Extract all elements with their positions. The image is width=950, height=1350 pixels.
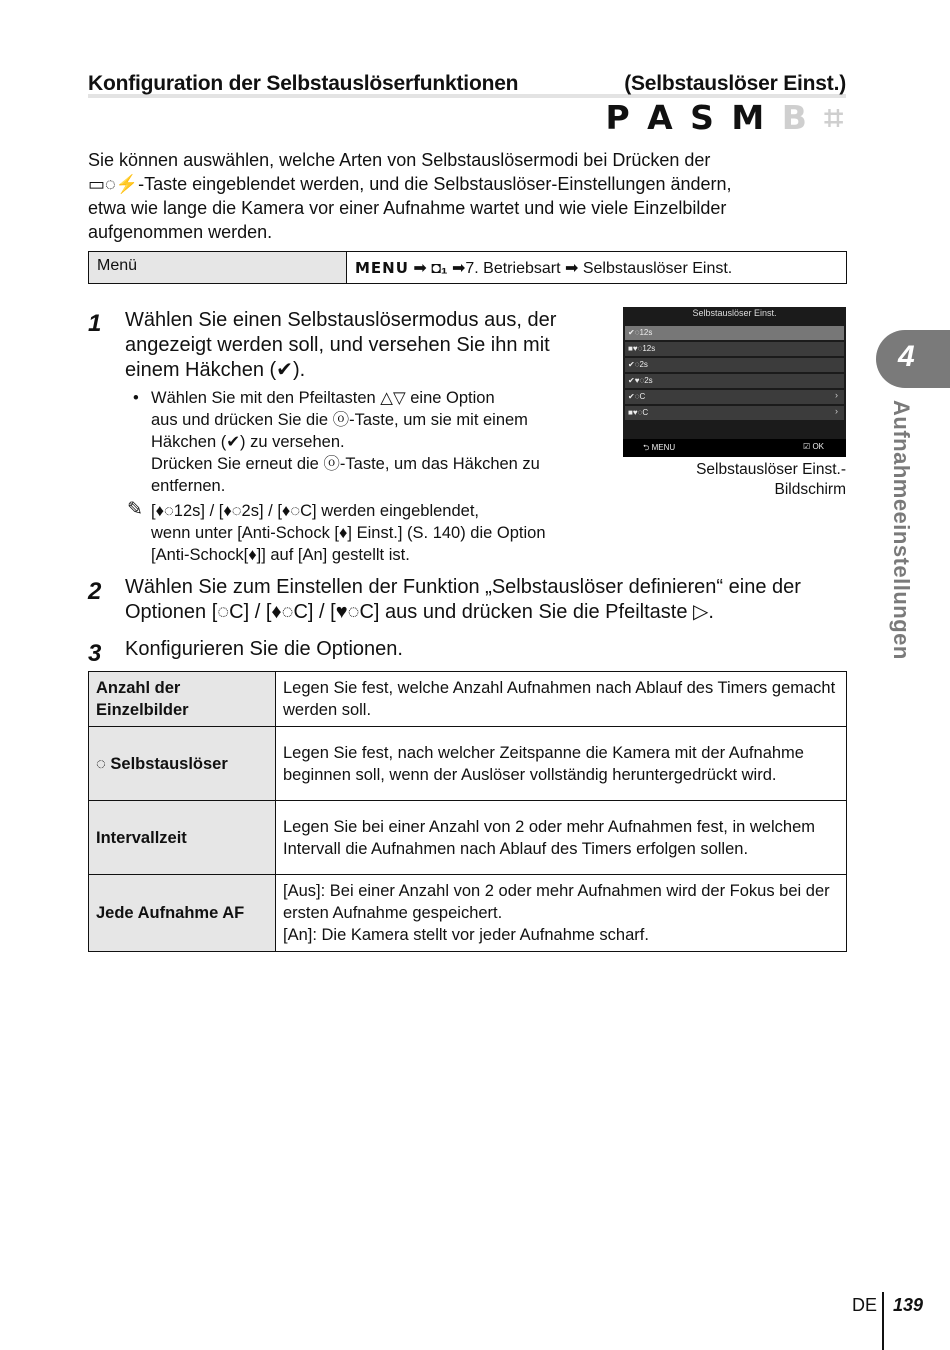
- page-subtitle: (Selbstauslöser Einst.): [624, 72, 846, 95]
- language-code: DE: [852, 1295, 878, 1315]
- table-row: [89, 672, 847, 727]
- modes-inactive: B ⌗: [781, 98, 846, 137]
- menu-word: MENU: [355, 259, 409, 277]
- intro-line: ▭◌⚡-Taste eingeblendet werden, und die Selbstauslöser-Einstellungen ändern,: [88, 174, 732, 194]
- intro-line: aufgenommen werden.: [88, 222, 273, 242]
- menu-path: [347, 252, 846, 283]
- bullet-text: Wählen Sie mit den Pfeiltasten △▽ eine Option aus und drücken Sie die ⓞ-Taste, um sie mit einem Häkchen (✔) zu versehen. Drücken Sie erneut die ⓞ-Taste, um das Häkchen zu entfernen.: [151, 389, 540, 495]
- screen-row: ✔◌C: [625, 390, 844, 404]
- step-number: 2: [88, 578, 102, 605]
- chevron-right-icon: ›: [835, 390, 838, 400]
- option-description: Legen Sie fest, welche Anzahl Aufnahmen nach Ablauf des Timers gemacht werden soll.: [276, 672, 847, 727]
- intro-line: Sie können auswählen, welche Arten von Selbstauslösermodi bei Drücken der: [88, 150, 711, 170]
- screen-caption: Selbstauslöser Einst.- Bildschirm: [696, 461, 846, 498]
- screen-row: ✔♥◌2s: [625, 374, 844, 388]
- ok-icon: ☑ OK: [803, 442, 824, 451]
- option-description: Legen Sie fest, nach welcher Zeitspanne die Kamera mit der Aufnahme beginnen soll, wenn der Auslöser vollständig heruntergedrückt wird.: [276, 727, 847, 801]
- table-row: [89, 727, 847, 801]
- tip-icon: ✎: [127, 499, 143, 520]
- step-text: Konfigurieren Sie die Optionen.: [125, 638, 403, 660]
- menu-label: Menü: [89, 252, 347, 283]
- option-name: Jede Aufnahme AF: [89, 875, 276, 952]
- tip-text: [♦◌12s] / [♦◌2s] / [♦◌C] werden eingeblendet, wenn unter [Anti-Schock [♦] Einst.] (S. 140) die Option [Anti-Schock[♦]] auf [An] gestellt ist.: [151, 502, 546, 564]
- option-name: Anzahl der Einzelbilder: [89, 672, 276, 727]
- shooting-modes: [605, 98, 846, 138]
- option-name: Intervallzeit: [89, 801, 276, 875]
- intro-paragraph: [88, 148, 848, 244]
- step-number: 3: [88, 640, 102, 667]
- chapter-number: 4: [898, 340, 915, 373]
- screen-row: ✔◌2s: [625, 358, 844, 372]
- menu-path-step: ➡7. Betriebsart: [451, 260, 561, 277]
- option-name: ◌ Selbstauslöser: [89, 727, 276, 801]
- camera-screen-image: [623, 307, 846, 457]
- screen-title: Selbstauslöser Einst.: [692, 308, 777, 318]
- chapter-tab: [876, 330, 950, 388]
- step-text: Wählen Sie einen Selbstauslösermodus aus, der angezeigt werden soll, und versehen Sie ihn mit einem Häkchen (✔).: [125, 309, 557, 381]
- chevron-right-icon: ›: [835, 406, 838, 416]
- page-number: 139: [893, 1295, 924, 1315]
- menu-path-step: ➡ Selbstauslöser Einst.: [564, 260, 733, 277]
- table-row: [89, 801, 847, 875]
- option-description: [Aus]: Bei einer Anzahl von 2 oder mehr Aufnahmen wird der Fokus bei der ersten Aufnahme gespeichert. [An]: Die Kamera stellt vor jeder Aufnahme scharf.: [276, 875, 847, 952]
- options-table: [88, 671, 847, 952]
- drive-button-icon: ▭◌⚡: [88, 174, 139, 194]
- screen-row: ✔◌12s: [625, 326, 844, 340]
- bullet-icon: •: [133, 389, 139, 407]
- screen-row: ■♥◌C: [625, 406, 844, 420]
- screen-row: ■♥◌12s: [625, 342, 844, 356]
- step-number: 1: [88, 310, 102, 337]
- step-text: Wählen Sie zum Einstellen der Funktion „Selbstauslöser definieren“ eine der Optionen [◌C] / [♦◌C] / [♥◌C] aus und drücken Sie die Pfeiltaste ▷.: [125, 576, 801, 623]
- footer-divider: [882, 1292, 884, 1350]
- menu-path-table: [88, 251, 847, 284]
- back-menu-icon: ⮌ MENU: [643, 443, 676, 452]
- page-title: Konfiguration der Selbstauslöserfunktionen: [88, 72, 519, 95]
- chapter-label: Aufnahmeeinstellungen: [889, 400, 914, 660]
- arrow-icon: ➡: [413, 260, 427, 277]
- camera-menu-icon: ◘₁: [431, 260, 448, 277]
- option-description: Legen Sie bei einer Anzahl von 2 oder mehr Aufnahmen fest, in welchem Intervall die Aufnahmen nach Ablauf des Timers erfolgen sollen.: [276, 801, 847, 875]
- modes-active: P A S M: [605, 98, 768, 137]
- intro-line: etwa wie lange die Kamera vor einer Aufnahme wartet und wie viele Einzelbilder: [88, 198, 727, 218]
- screen-footer: [623, 439, 846, 457]
- table-row: [89, 875, 847, 952]
